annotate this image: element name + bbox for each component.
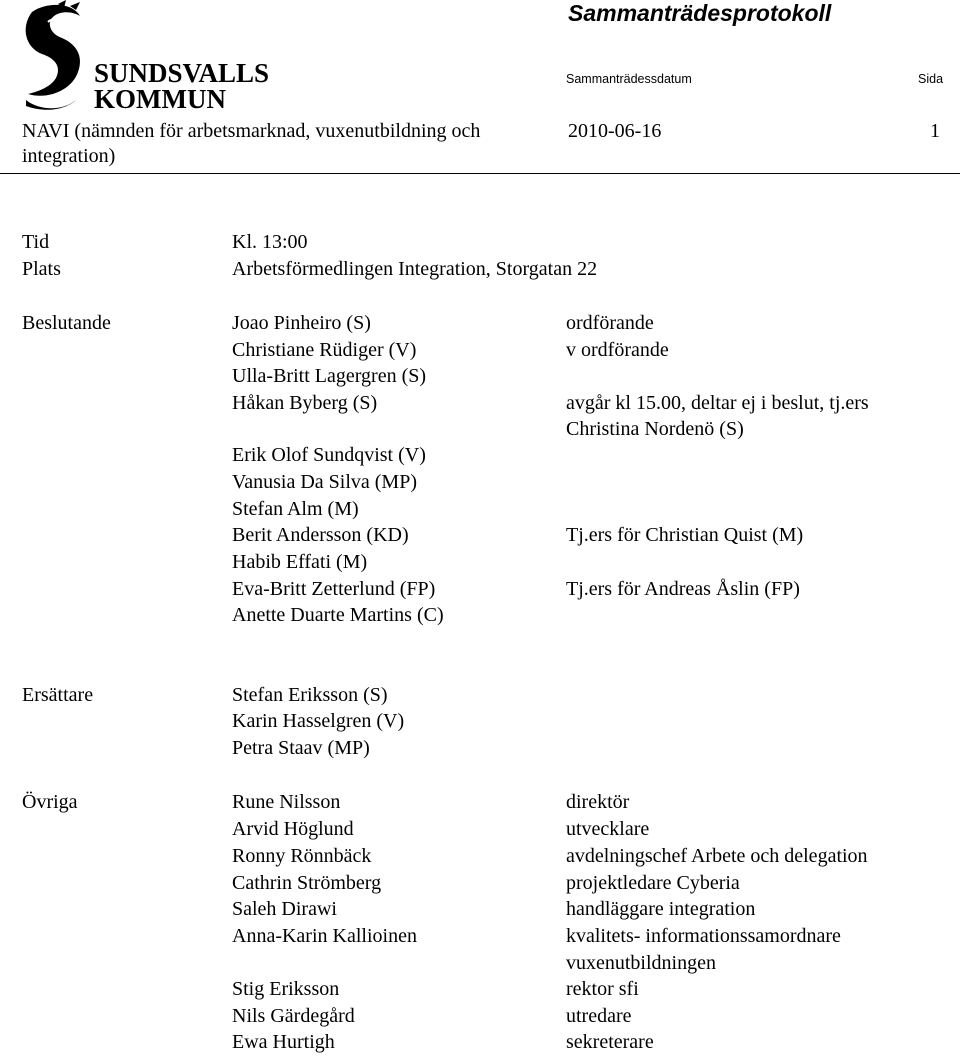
logo-text-line2: KOMMUN [94, 84, 226, 114]
place-label: Plats [22, 258, 61, 280]
member-name: Joao Pinheiro (S) [232, 312, 371, 334]
beslutande-label: Beslutande [22, 312, 111, 334]
seal-icon [18, 0, 270, 116]
attendee-role: handläggare integration [566, 898, 756, 920]
member-note: v ordförande [566, 339, 669, 361]
header-divider [0, 173, 960, 174]
page-number: 1 [930, 120, 940, 142]
place-value: Arbetsförmedlingen Integration, Storgatan 22 [232, 258, 598, 280]
page-label: Sida [918, 72, 944, 86]
attendee-name: Ewa Hurtigh [232, 1031, 335, 1053]
member-name: Erik Olof Sundqvist (V) [232, 444, 426, 466]
member-name: Stefan Alm (M) [232, 498, 359, 520]
member-name: Vanusia Da Silva (MP) [232, 471, 417, 493]
member-note: Tj.ers för Andreas Åslin (FP) [566, 578, 800, 600]
meeting-date: 2010-06-16 [568, 120, 662, 142]
attendee-role: direktör [566, 791, 630, 813]
member-note: avgår kl 15.00, deltar ej i beslut, tj.ers [566, 392, 869, 414]
sundsvalls-kommun-logo [18, 0, 270, 116]
attendee-role: avdelningschef Arbete och delegation [566, 845, 868, 867]
attendee-role: projektledare Cyberia [566, 872, 740, 894]
member-note: Tj.ers för Christian Quist (M) [566, 524, 804, 546]
substitute-name: Karin Hasselgren (V) [232, 710, 405, 732]
attendee-role: vuxenutbildningen [566, 952, 716, 974]
attendee-name: Anna-Karin Kallioinen [232, 925, 417, 947]
attendee-name: Stig Eriksson [232, 978, 340, 1000]
attendee-name: Cathrin Strömberg [232, 872, 382, 894]
logo-text-line1: SUNDSVALLS [94, 58, 270, 88]
substitute-name: Stefan Eriksson (S) [232, 684, 388, 706]
date-label: Sammanträdessdatum [566, 72, 692, 86]
member-name: Håkan Byberg (S) [232, 392, 378, 414]
attendee-name: Saleh Dirawi [232, 898, 337, 920]
member-name: Christiane Rüdiger (V) [232, 339, 417, 361]
time-label: Tid [22, 231, 50, 253]
ersattare-label: Ersättare [22, 684, 94, 706]
attendee-name: Ronny Rönnbäck [232, 845, 372, 867]
attendee-role: kvalitets- informationssamordnare [566, 925, 841, 947]
member-note: ordförande [566, 312, 654, 334]
member-name: Ulla-Britt Lagergren (S) [232, 365, 427, 387]
document-title: Sammanträdesprotokoll [568, 0, 832, 26]
committee-name: NAVI (nämnden för arbetsmarknad, vuxenutbildning och integration) [22, 120, 481, 167]
member-note: Christina Nordenö (S) [566, 418, 744, 440]
attendee-name: Arvid Höglund [232, 818, 354, 840]
member-name: Habib Effati (M) [232, 551, 368, 573]
member-name: Eva-Britt Zetterlund (FP) [232, 578, 436, 600]
ovriga-label: Övriga [22, 791, 78, 813]
attendee-role: rektor sfi [566, 978, 639, 1000]
member-name: Berit Andersson (KD) [232, 524, 409, 546]
member-name: Anette Duarte Martins (C) [232, 604, 444, 626]
attendee-role: sekreterare [566, 1031, 654, 1053]
attendee-role: utredare [566, 1005, 632, 1027]
attendee-name: Nils Gärdegård [232, 1005, 355, 1027]
attendee-role: utvecklare [566, 818, 650, 840]
attendee-name: Rune Nilsson [232, 791, 341, 813]
time-value: Kl. 13:00 [232, 231, 308, 253]
substitute-name: Petra Staav (MP) [232, 737, 370, 759]
